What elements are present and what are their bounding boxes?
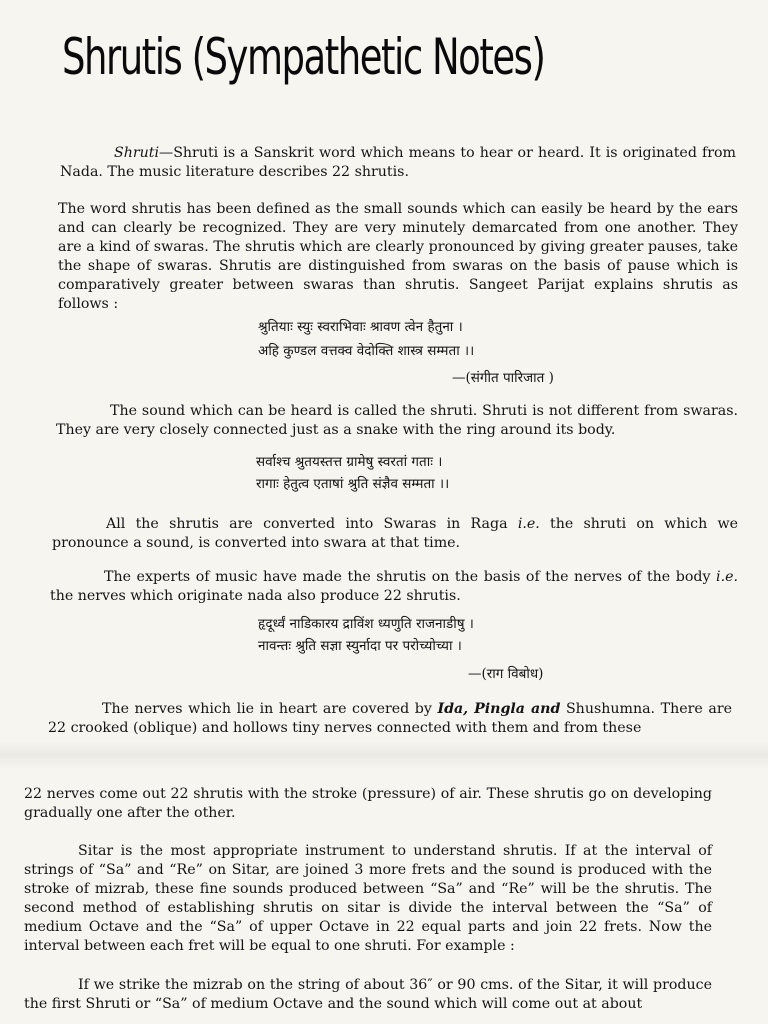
paragraph-mizrab-example-text: If we strike the mizrab on the string of about 36″ or 90 cms. of the Sitar, it will produce the first Shruti or “Sa” of medium Octave and the sound which will come out at about [24,977,712,1012]
sanskrit-verse-1-line-1: श्रुतियाः स्युः स्वराभिवाः श्रावण त्वेन हैतुना । [258,319,463,335]
paragraph-nerves-experts [50,568,738,606]
sanskrit-verse-2-line-2: रागाः हेतुत्व एताषां श्रुति संज्ञैव सम्मता ।। [256,476,450,492]
paragraph-mizrab-example [24,976,712,1014]
page-gap [0,740,768,770]
paragraph-shruti-definition [60,144,736,182]
ida-pingla-names: Ida, Pingla and [437,701,561,717]
sanskrit-verse-3-line-1: हृदूर्ध्वं नाडिकारय द्राविंश ध्यणुति राजनाडीषु । [258,616,474,632]
paragraph-raga [52,515,738,553]
sanskrit-verse-3-line-2: नावन्तः श्रुति सज्ञा स्युर्नादा पर परोच्योच्या । [258,638,462,654]
raga-text-b: the shruti on which we pronounce a sound, is converted into swara at that time. [52,516,739,551]
paragraph-sound-heard-text: The sound which can be heard is called the shruti. Shruti is not different from swaras. They are very closely connected just as a snake with the ring around its body. [56,403,738,438]
page-title: Shrutis (Sympathetic Notes) [62,28,545,86]
definition-text: —Shruti is a Sanskrit word which means to hear or heard. It is originated from Nada. The music literature describes 22 shrutis. [60,145,736,180]
ida-text-b: Shushumna. There are 22 crooked (oblique) and hollows tiny nerves connected with them and from these [48,701,732,736]
raga-text-a: All the shrutis are converted into Swaras in Raga [106,516,518,532]
citation-raga-vibodh: —(राग विबोध) [468,666,544,682]
ida-text-a: The nerves which lie in heart are covered by [102,701,438,717]
experts-text-b: the nerves which originate nada also produce 22 shrutis. [50,588,461,604]
raga-ie: i.e. [517,516,540,532]
paragraph-22-nerves: 22 nerves come out 22 shrutis with the stroke (pressure) of air. These shrutis go on developing gradually one after the other. [24,786,712,821]
term-shruti: Shruti [114,145,160,161]
paragraph-sitar-method-text: Sitar is the most appropriate instrument to understand shrutis. If at the interval of strings of “Sa” and “Re” on Sitar, are joined 3 more frets and the sound is produced with the stroke of mizrab, these fine sounds produced between “Sa” and “Re” will be the shrutis. The second method of establishing shrutis on sitar is divide the interval between the “Sa” of medium Octave and the “Sa” of upper Octave in 22 equal parts and join 22 frets. Now the interval between each fret will be equal to one shruti. For example : [24,843,712,954]
paragraph-sitar-method [24,842,712,956]
experts-ie: i.e. [716,569,738,585]
sanskrit-verse-2-line-1: सर्वाश्च श्रुतयस्तत्त ग्रामेषु स्वरतां गताः । [256,454,443,470]
paragraph-ida-pingla [48,700,732,738]
paragraph-shrutis-defined: The word shrutis has been defined as the small sounds which can easily be heard by the ears and can clearly be recognized. They are very minutely demarcated from one another. They are a kind of swaras. The shrutis which are clearly pronounced by giving greater pauses, take the shape of swaras. Shrutis are distinguished from swaras on the basis of pause which is comparatively greater between swaras than shrutis. Sangeet Parijat explains shrutis as follows : [58,201,738,312]
paragraph-sound-heard [56,402,738,440]
citation-sangeet-parijat: —(संगीत पारिजात ) [452,370,554,386]
experts-text-a: The experts of music have made the shrutis on the basis of the nerves of the body [104,569,717,585]
sanskrit-verse-1-line-2: अहि कुण्डल वत्तक्व वेदोक्ति शास्त्र सम्मता ।। [258,343,475,359]
